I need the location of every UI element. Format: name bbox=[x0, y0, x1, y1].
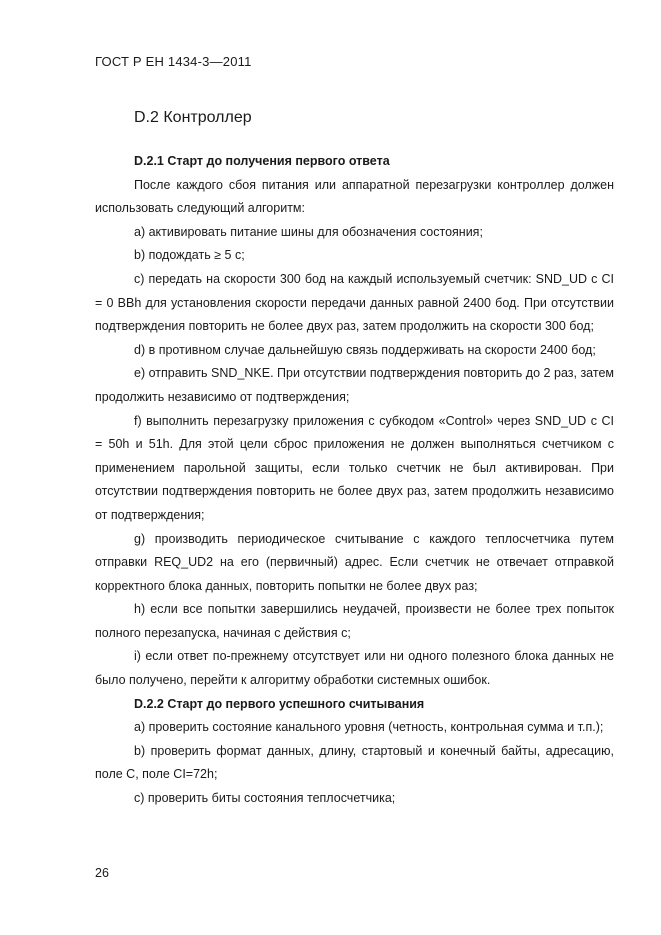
subsection-title-d21: D.2.1 Старт до получения первого ответа bbox=[134, 154, 390, 168]
list-item-c: с) передать на скорости 300 бод на каждый используемый счетчик: SND_UD с CI = 0 BBh для установления скорости передачи данных равной 2400 бод. При отсутствии подтверждения повторить не более двух раз, затем продолжить на скорости 300 бод; bbox=[95, 271, 614, 334]
standard-header: ГОСТ Р ЕН 1434-3—2011 bbox=[95, 54, 252, 69]
list-item-g: g) производить периодическое считывание с каждого теплосчетчика путем отправки REQ_UD2 на его (первичный) адрес. Если счетчик не отвечает отправкой корректного блока данных, повторить попытки не более двух раз; bbox=[95, 531, 614, 593]
list-item-c: с) проверить биты состояния теплосчетчика; bbox=[134, 791, 396, 806]
paragraph: После каждого сбоя питания или аппаратной перезагрузки контроллер должен использовать следующий алгоритм: bbox=[95, 177, 614, 216]
subsection-title-d22: D.2.2 Старт до первого успешного считывания bbox=[134, 696, 425, 711]
page-number: 26 bbox=[95, 866, 109, 880]
list-item-i: i) если ответ по-прежнему отсутствует или ни одного полезного блока данных не было получено, перейти к алгоритму обработки системных ошибок. bbox=[95, 649, 614, 688]
list-item-e: е) отправить SND_NKE. При отсутствии подтверждения повторить до 2 раз, затем продолжить независимо от подтверждения; bbox=[95, 366, 614, 404]
list-item-a: а) активировать питание шины для обозначения состояния; bbox=[134, 224, 483, 239]
list-item-h: h) если все попытки завершились неудачей, произвести не более трех попыток полного перезапуска, начиная с действия с; bbox=[95, 602, 614, 640]
list-item-f: f) выполнить перезагрузку приложения с субкодом «Control» через SND_UD с CI = 50h и 51h. Для этой цели сброс приложения не должен выполняться счетчиком с применением парольной защиты, если только счетчик не был активирован. При отсутствии подтверждения повторить не более двух раз, затем продолжить независимо от подтверждения; bbox=[95, 413, 614, 522]
list-item-a: а) проверить состояние канального уровня (четность, контрольная сумма и т.п.); bbox=[134, 720, 604, 735]
list-item-b: b) подождать ≥ 5 с; bbox=[134, 248, 245, 263]
list-item-b: b) проверить формат данных, длину, стартовый и конечный байты, адресацию, поле С, поле CI=72h; bbox=[95, 743, 614, 782]
section-title: D.2 Контроллер bbox=[134, 109, 252, 126]
document-body bbox=[95, 150, 614, 811]
list-item-d: d) в противном случае дальнейшую связь поддерживать на скорости 2400 бод; bbox=[134, 342, 596, 357]
